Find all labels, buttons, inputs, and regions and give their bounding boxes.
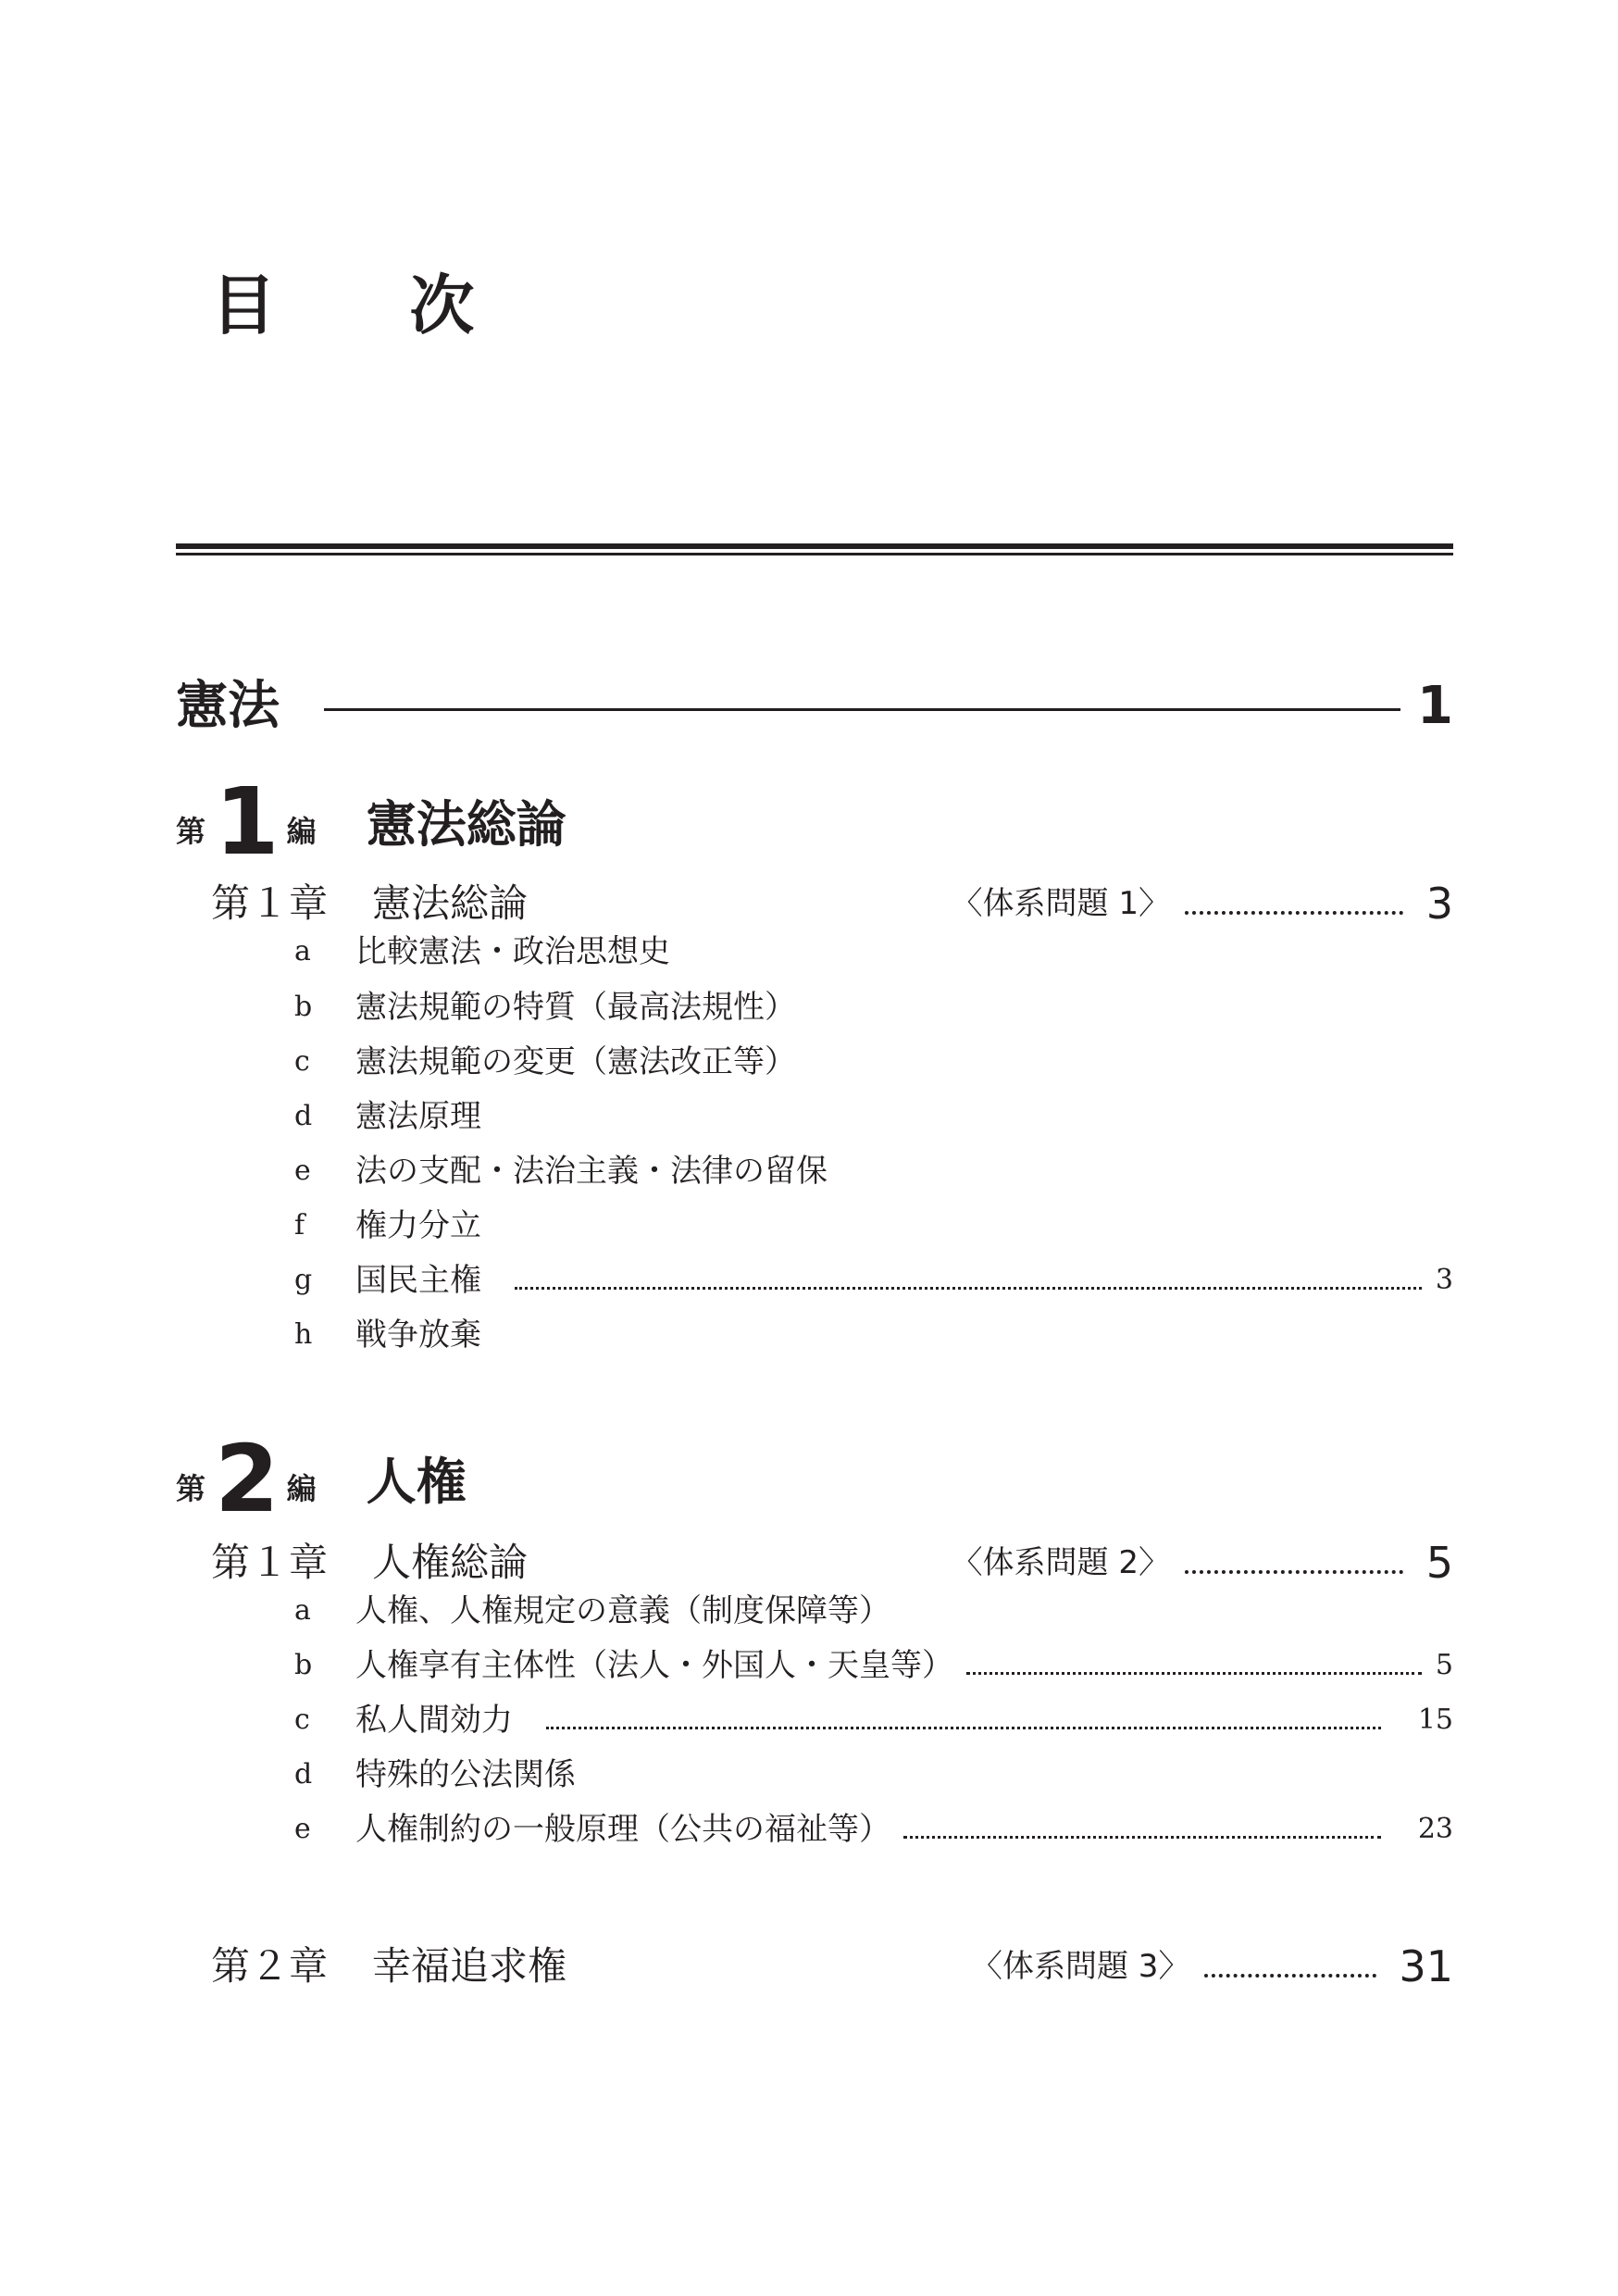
section-letter: a: [294, 1594, 311, 1627]
chapter-2-2[interactable]: [211, 1940, 1453, 1992]
section-text: 憲法原理: [355, 1098, 481, 1135]
section-text: 人権享有主体性（法人・外国人・天皇等）: [355, 1647, 953, 1684]
section-text: 憲法規範の変更（憲法改正等）: [355, 1043, 796, 1080]
chapter-page: 31: [1399, 1941, 1453, 1991]
section-1g[interactable]: [294, 1260, 1453, 1301]
section-letter: f: [294, 1209, 305, 1242]
section-1e[interactable]: [294, 1151, 828, 1192]
law-page: 1: [1417, 676, 1453, 736]
section-letter: b: [294, 1649, 313, 1681]
section-letter: c: [294, 1703, 310, 1736]
chapter-name: 幸福追求権: [372, 1943, 567, 1989]
law-label: 憲法: [176, 676, 280, 736]
section-page: 5: [1435, 1649, 1453, 1681]
section-text: 比較憲法・政治思想史: [355, 933, 670, 970]
chapter-page: 3: [1425, 879, 1453, 929]
chapter-label: 第２章: [211, 1943, 329, 1989]
part-suffix: 編: [286, 814, 317, 849]
section-letter: g: [294, 1264, 313, 1296]
part-prefix: 第: [176, 1471, 206, 1506]
section-page: 15: [1417, 1703, 1453, 1736]
section-text: 戦争放棄: [355, 1316, 481, 1354]
section-page: 3: [1435, 1264, 1453, 1296]
section-text: 私人間効力: [355, 1702, 513, 1739]
part-name: 人権: [366, 1453, 467, 1511]
section-1h[interactable]: [294, 1315, 481, 1355]
section-1a[interactable]: [294, 931, 670, 972]
dot-leader: [515, 1287, 1422, 1290]
section-letter: e: [294, 1154, 311, 1187]
chapter-problem: 〈体系問題 1〉: [951, 885, 1170, 922]
dot-leader: [1204, 1974, 1376, 1978]
section-letter: d: [294, 1100, 313, 1132]
section-2a[interactable]: [294, 1591, 890, 1631]
law-heading[interactable]: [176, 674, 1453, 739]
part-number: 2: [215, 1425, 280, 1533]
dot-leader: [546, 1727, 1381, 1729]
chapter-label: 第１章: [211, 1540, 329, 1585]
chapter-name: 人権総論: [372, 1540, 529, 1585]
part-2-heading[interactable]: [176, 1425, 467, 1533]
part-prefix: 第: [176, 814, 206, 849]
section-letter: a: [294, 935, 311, 967]
dot-leader: [1185, 911, 1403, 915]
chapter-label: 第１章: [211, 880, 329, 926]
title-rule-thin: [176, 553, 1453, 555]
section-text: 特殊的公法関係: [355, 1756, 576, 1793]
section-text: 憲法規範の特質（最高法規性）: [355, 989, 796, 1026]
page-title: 目 次: [211, 268, 530, 343]
section-2b[interactable]: [294, 1645, 1453, 1686]
dot-leader: [966, 1672, 1422, 1675]
section-2d[interactable]: [294, 1754, 576, 1795]
section-letter: e: [294, 1813, 311, 1845]
title-rule-thick: [176, 543, 1453, 549]
section-1c[interactable]: [294, 1042, 796, 1082]
section-2e[interactable]: [294, 1809, 1453, 1850]
section-text: 人権、人権規定の意義（制度保障等）: [355, 1592, 890, 1629]
dot-leader: [1185, 1570, 1403, 1574]
section-letter: h: [294, 1318, 313, 1351]
part-name: 憲法総論: [366, 795, 566, 854]
section-page: 23: [1417, 1813, 1453, 1845]
section-text: 人権制約の一般原理（公共の福祉等）: [355, 1811, 890, 1848]
part-1-heading[interactable]: [176, 767, 566, 876]
section-text: 法の支配・法治主義・法律の留保: [355, 1153, 828, 1190]
section-letter: b: [294, 991, 313, 1023]
chapter-2-1[interactable]: [211, 1537, 1453, 1589]
section-2c[interactable]: [294, 1700, 1453, 1741]
section-letter: c: [294, 1045, 310, 1078]
chapter-page: 5: [1425, 1538, 1453, 1588]
chapter-problem: 〈体系問題 2〉: [951, 1544, 1170, 1581]
section-1b[interactable]: [294, 987, 796, 1028]
section-1f[interactable]: [294, 1205, 481, 1246]
law-leader-line: [324, 708, 1400, 711]
part-suffix: 編: [286, 1471, 317, 1506]
part-number: 1: [215, 767, 280, 876]
section-text: 権力分立: [355, 1207, 481, 1244]
chapter-name: 憲法総論: [372, 880, 529, 926]
section-1d[interactable]: [294, 1096, 481, 1137]
chapter-problem: 〈体系問題 3〉: [971, 1948, 1190, 1985]
chapter-1-1[interactable]: [211, 878, 1453, 930]
dot-leader: [903, 1836, 1381, 1839]
section-letter: d: [294, 1758, 313, 1791]
section-text: 国民主権: [355, 1262, 481, 1299]
